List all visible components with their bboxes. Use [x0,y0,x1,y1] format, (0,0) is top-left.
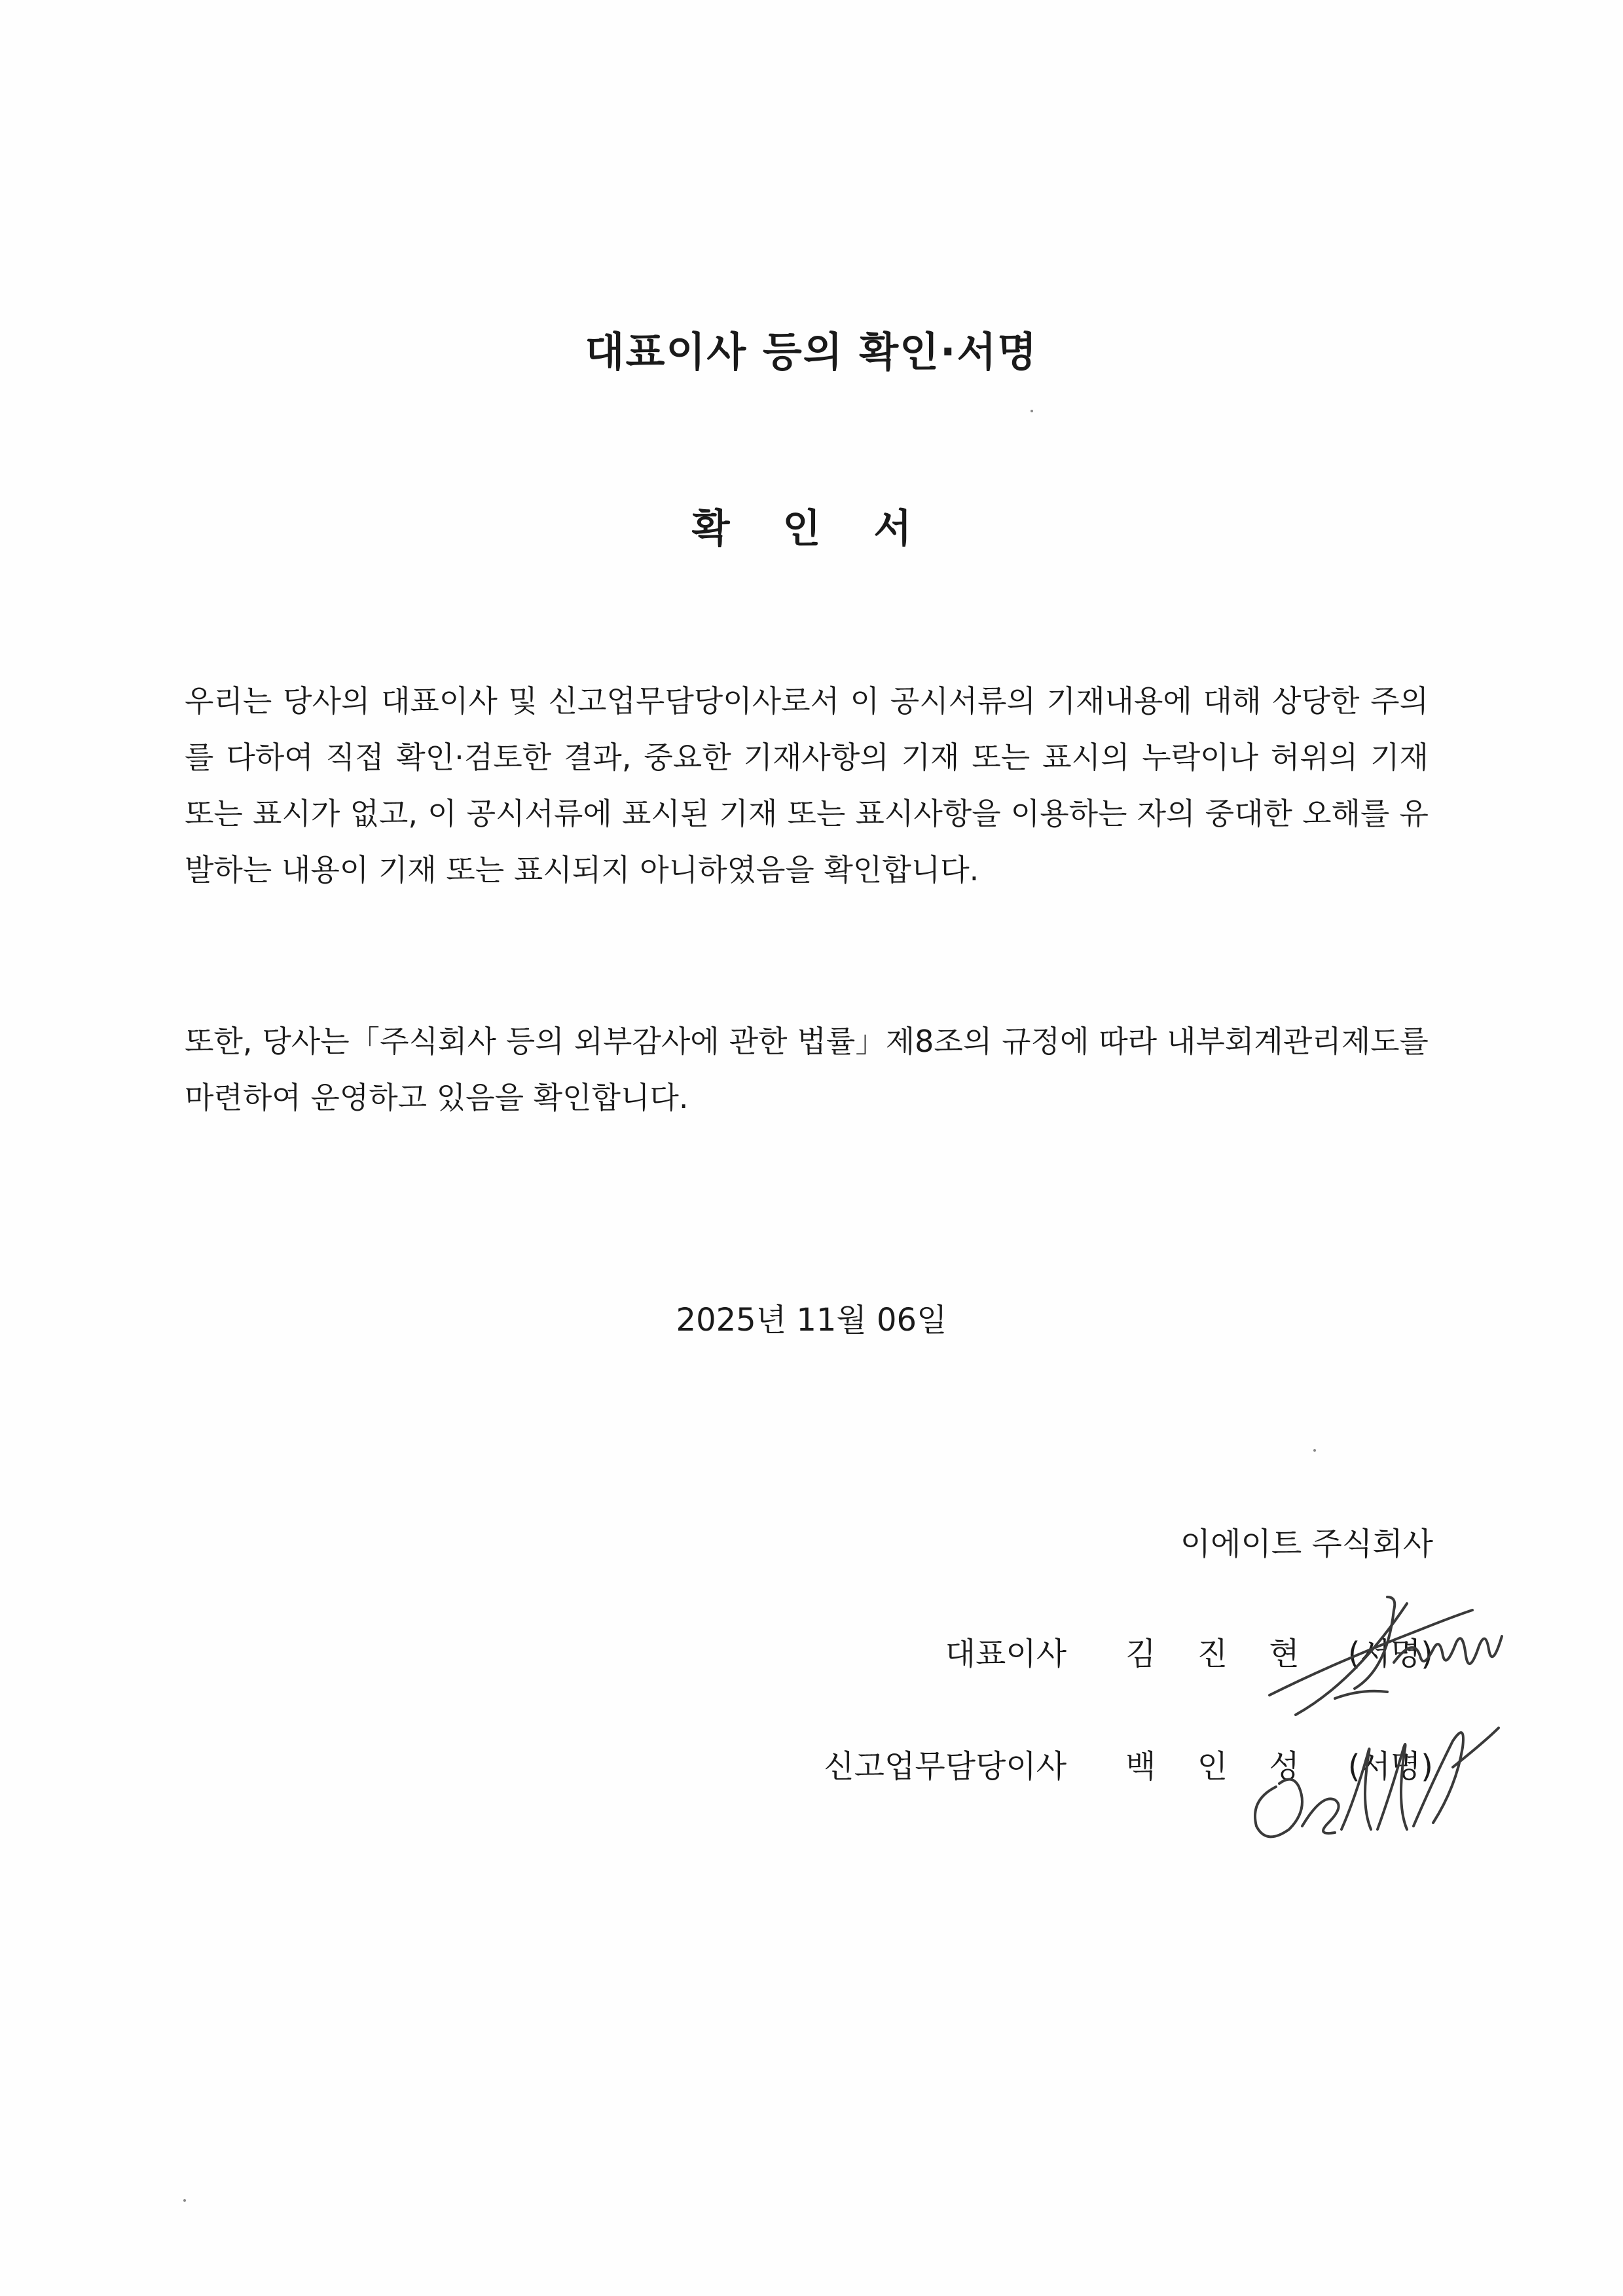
document-date: 2025년 11월 06일 [676,1302,947,1338]
document-subtitle: 확 인 서 [691,506,932,552]
signatory-name: 백 인 성 [1125,1748,1315,1785]
signatory-role: 신고업무담당이사 [824,1748,1067,1785]
scan-speck [1313,1449,1316,1452]
signatory-name: 김 진 현 [1125,1636,1315,1672]
signatory-role: 대표이사 [945,1636,1067,1672]
confirmation-paragraph: 우리는 당사의 대표이사 및 신고업무담당이사로서 이 공시서류의 기재내용에 대해 상당한 주의를 다하여 직접 확인·검토한 결과, 중요한 기재사항의 기재 또는 표시의 누락이나 허위의 기재 또는 표시가 없고, 이 공시서류에 표시된 기재 또는 표시사항을 이용하는 자의 중대한 오해를 유발하는 내용이 기재 또는 표시되지 아니하였음을 확인합니다. [185,683,1429,888]
scan-speck [183,2199,186,2202]
signature-mark: (서명) [1347,1748,1433,1785]
signature-mark: (서명) [1347,1636,1433,1672]
scan-speck [1030,410,1033,412]
document-title: 대표이사 등의 확인·서명 [585,328,1038,376]
company-name: 이에이트 주식회사 [1180,1526,1433,1562]
signatory-row-ceo [945,1628,1433,1674]
signatory-row-disclosure-officer [824,1741,1433,1786]
internal-control-paragraph: 또한, 당사는「주식회사 등의 외부감사에 관한 법률」제8조의 규정에 따라 내부회계관리제도를 마련하여 운영하고 있음을 확인합니다. [185,1024,1429,1115]
